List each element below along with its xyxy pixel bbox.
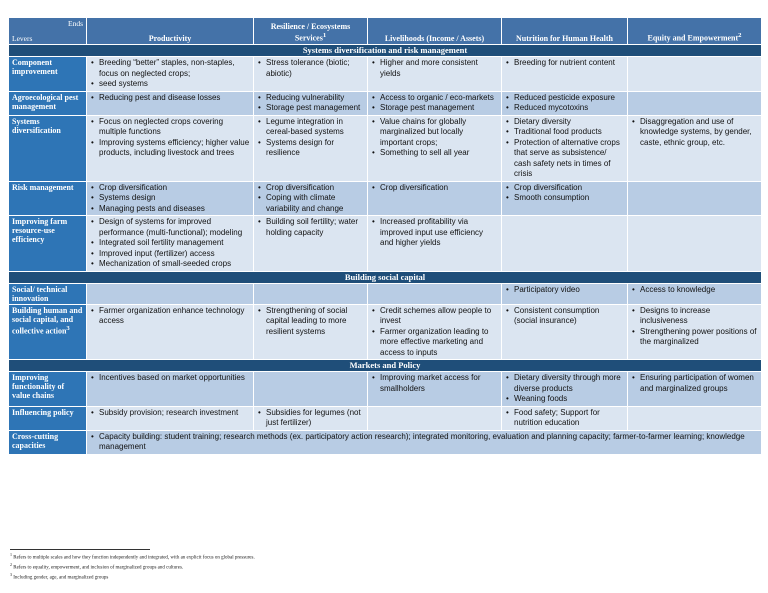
cell-productivity	[87, 372, 254, 407]
bullet-list	[257, 217, 364, 238]
list-item: • Integrated soil fertility management	[99, 238, 250, 249]
lever-label: Building human and social capital, and collective action$^3$	[9, 304, 87, 360]
cell-equity	[628, 91, 762, 115]
list-item: • Ensuring participation of women and marginalized groups	[640, 373, 758, 394]
bullet-list	[90, 58, 250, 90]
list-item: • Managing pests and diseases	[99, 204, 250, 215]
levers-label: Levers	[12, 34, 33, 43]
lever-label: Improving functionality of value chains	[9, 372, 87, 407]
list-item: • Farmer organization leading to more effective marketing and access to inputs	[380, 327, 498, 359]
cell-nutrition	[502, 304, 628, 360]
cell-resilience	[254, 181, 368, 216]
cell-productivity	[87, 57, 254, 92]
list-item: • Value chains for globally marginalized but locally important crops;	[380, 117, 498, 149]
list-item: • Dietary diversity through more diverse products	[514, 373, 624, 394]
cell-crosscutting	[87, 430, 762, 454]
cell-productivity	[87, 115, 254, 181]
list-item: • Designs to increase inclusiveness	[640, 306, 758, 327]
list-item: • Consistent consumption (social insurance)	[514, 306, 624, 327]
cell-resilience	[254, 216, 368, 272]
list-item: • Crop diversification	[266, 183, 364, 194]
list-item: • Protection of alternative crops that serve as subsistence/ cash safety nets in times of crisis	[514, 138, 624, 180]
cell-nutrition	[502, 115, 628, 181]
list-item: • Increased profitability via improved input use efficiency and higher yields	[380, 217, 498, 249]
list-item: • Subsidy provision; research investment	[99, 408, 250, 419]
ends-label: Ends	[68, 19, 83, 28]
section-row-systems-diversification-and-risk-management	[9, 45, 762, 57]
bullet-list	[257, 183, 364, 215]
list-item: • Access to knowledge	[640, 285, 758, 296]
bullet-list	[257, 306, 364, 338]
list-item: • Smooth consumption	[514, 193, 624, 204]
cell-nutrition	[502, 283, 628, 304]
list-item: • Disaggregation and use of knowledge systems, by gender, caste, ethnic group, etc.	[640, 117, 758, 149]
cell-nutrition	[502, 406, 628, 430]
cell-resilience	[254, 372, 368, 407]
bullet-list	[90, 306, 250, 327]
bullet-list	[90, 117, 250, 159]
cell-livelihoods	[368, 372, 502, 407]
column-header-nutrition: Nutrition for Human Health	[502, 18, 628, 45]
list-item: • Food safety; Support for nutrition education	[514, 408, 624, 429]
list-item: • Breeding “better” staples, non-staples, focus on neglected crops;	[99, 58, 250, 79]
table-row-systems-diversification	[9, 115, 762, 181]
bullet-list	[90, 183, 250, 215]
list-item: • Stress tolerance (biotic; abiotic)	[266, 58, 364, 79]
list-item: • Storage pest management	[380, 103, 498, 114]
table-row-influencing-policy	[9, 406, 762, 430]
list-item: • Systems design for resilience	[266, 138, 364, 159]
list-item: • Reducing vulnerability	[266, 93, 364, 104]
bullet-list	[257, 117, 364, 159]
bullet-list	[505, 117, 624, 180]
list-item: • Credit schemes allow people to invest	[380, 306, 498, 327]
lever-label: Agroecological pest management	[9, 91, 87, 115]
cell-nutrition	[502, 181, 628, 216]
section-row-building-social-capital	[9, 271, 762, 283]
list-item: • Improving systems efficiency; higher value products, including livestock and trees	[99, 138, 250, 159]
bullet-list	[90, 373, 250, 384]
bullet-list	[371, 117, 498, 159]
table-row-improving-functionality-of-value-chains	[9, 372, 762, 407]
header-row	[9, 18, 762, 45]
list-item: • Storage pest management	[266, 103, 364, 114]
cell-livelihoods	[368, 406, 502, 430]
table-row-improving-farm-resource-use-efficiency	[9, 216, 762, 272]
list-item: • Participatory video	[514, 285, 624, 296]
cell-equity	[628, 283, 762, 304]
cell-productivity	[87, 181, 254, 216]
bullet-list	[371, 58, 498, 79]
bullet-list	[90, 217, 250, 270]
cell-equity	[628, 57, 762, 92]
footnote-2: $^2$ Refers to equality, empowerment, and inclusion of marginalized groups and cultures.	[10, 562, 184, 571]
cell-resilience	[254, 406, 368, 430]
list-item: • Building soil fertility; water holding capacity	[266, 217, 364, 238]
bullet-list	[631, 306, 758, 348]
bullet-list	[371, 93, 498, 114]
cell-livelihoods	[368, 115, 502, 181]
bullet-list	[631, 373, 758, 394]
footnote-1: $^1$ Refers to multiple scales and how they function independently and integrated, with an explicit focus on global pressures.	[10, 552, 255, 561]
list-item: • Strengthening of social capital leading to more resilient systems	[266, 306, 364, 338]
cell-nutrition	[502, 57, 628, 92]
cell-resilience	[254, 91, 368, 115]
levers-ends-table	[8, 17, 762, 455]
table-row-building-human-and-social-capital-and-collective-action	[9, 304, 762, 360]
cell-equity	[628, 115, 762, 181]
footnotes	[10, 549, 710, 582]
list-item: • Improving market access for smallholders	[380, 373, 498, 394]
cell-productivity	[87, 304, 254, 360]
bullet-list	[505, 183, 624, 204]
column-header-equity: Equity and Empowerment$^2$	[628, 18, 762, 45]
lever-label: Component improvement	[9, 57, 87, 92]
column-header-livelihoods: Livelihoods (Income / Assets)	[368, 18, 502, 45]
column-header-productivity: Productivity	[87, 18, 254, 45]
lever-label: Improving farm resource-use efficiency	[9, 216, 87, 272]
cell-resilience	[254, 304, 368, 360]
list-item: • Strengthening power positions of the marginalized	[640, 327, 758, 348]
bullet-list	[505, 373, 624, 405]
levers-ends-table-container	[8, 17, 761, 455]
table-row-component-improvement	[9, 57, 762, 92]
list-item: • Improved input (fertilizer) access	[99, 249, 250, 260]
list-item: • Higher and more consistent yields	[380, 58, 498, 79]
bullet-list	[257, 58, 364, 79]
list-item: • Weaning foods	[514, 394, 624, 405]
list-item: • Something to sell all year	[380, 148, 498, 159]
cell-livelihoods	[368, 304, 502, 360]
footnote-3: $^3$ Including gender, age, and marginalized groups	[10, 572, 109, 581]
bullet-list	[257, 93, 364, 114]
table-row-cross-cutting-capacities	[9, 430, 762, 454]
cell-productivity	[87, 283, 254, 304]
section-title: Markets and Policy	[9, 360, 762, 372]
corner-header	[9, 18, 87, 45]
list-item: • Crop diversification	[99, 183, 250, 194]
lever-label: Risk management	[9, 181, 87, 216]
cell-nutrition	[502, 372, 628, 407]
table-row-risk-management	[9, 181, 762, 216]
cell-resilience	[254, 115, 368, 181]
bullet-list	[631, 117, 758, 149]
section-row-markets-and-policy	[9, 360, 762, 372]
cell-equity	[628, 372, 762, 407]
list-item: • Reduced mycotoxins	[514, 103, 624, 114]
list-item: • Traditional food products	[514, 127, 624, 138]
table-row-social-technical-innovation	[9, 283, 762, 304]
list-item: • Crop diversification	[514, 183, 624, 194]
list-item: • Dietary diversity	[514, 117, 624, 128]
cell-resilience	[254, 283, 368, 304]
bullet-list	[631, 285, 758, 296]
bullet-list	[257, 408, 364, 429]
list-item: • Farmer organization enhance technology access	[99, 306, 250, 327]
bullet-list	[371, 306, 498, 359]
lever-label: Influencing policy	[9, 406, 87, 430]
footnote-rule	[10, 549, 150, 550]
list-item: • Crop diversification	[380, 183, 498, 194]
cell-nutrition	[502, 91, 628, 115]
cell-livelihoods	[368, 181, 502, 216]
cell-livelihoods	[368, 57, 502, 92]
lever-label: Cross-cutting capacities	[9, 430, 87, 454]
cell-equity	[628, 181, 762, 216]
list-item: • Subsidies for legumes (not just fertilizer)	[266, 408, 364, 429]
bullet-list	[505, 285, 624, 296]
bullet-list	[371, 183, 498, 194]
list-item: • Mechanization of small-seeded crops	[99, 259, 250, 270]
bullet-list	[505, 408, 624, 429]
table-row-agroecological-pest-management	[9, 91, 762, 115]
cell-productivity	[87, 216, 254, 272]
column-header-resilience: Resilience / Ecosystems Services$^1$	[254, 18, 368, 45]
section-title: Systems diversification and risk management	[9, 45, 762, 57]
cell-equity	[628, 216, 762, 272]
lever-label: Systems diversification	[9, 115, 87, 181]
list-item: • Access to organic / eco-markets	[380, 93, 498, 104]
cell-livelihoods	[368, 216, 502, 272]
bullet-list	[90, 408, 250, 419]
list-item: • seed systems	[99, 79, 250, 90]
list-item: • Reduced pesticide exposure	[514, 93, 624, 104]
bullet-list	[505, 306, 624, 327]
bullet-list	[90, 93, 250, 104]
cell-resilience	[254, 57, 368, 92]
list-item: • Reducing pest and disease losses	[99, 93, 250, 104]
cell-productivity	[87, 406, 254, 430]
cell-livelihoods	[368, 283, 502, 304]
bullet-list	[505, 58, 624, 69]
lever-label: Social/ technical innovation	[9, 283, 87, 304]
section-title: Building social capital	[9, 271, 762, 283]
bullet-list	[90, 432, 758, 453]
list-item: • Coping with climate variability and change	[266, 193, 364, 214]
table-body	[9, 45, 762, 455]
list-item: • Systems design	[99, 193, 250, 204]
bullet-list	[505, 93, 624, 114]
cell-equity	[628, 304, 762, 360]
bullet-list	[371, 217, 498, 249]
cell-productivity	[87, 91, 254, 115]
cell-equity	[628, 406, 762, 430]
bullet-list	[371, 373, 498, 394]
cell-livelihoods	[368, 91, 502, 115]
list-item: • Focus on neglected crops covering multiple functions	[99, 117, 250, 138]
list-item: • Design of systems for improved performance (multi-functional); modeling	[99, 217, 250, 238]
list-item: • Breeding for nutrient content	[514, 58, 624, 69]
list-item: • Legume integration in cereal-based systems	[266, 117, 364, 138]
list-item: • Incentives based on market opportunities	[99, 373, 250, 384]
list-item: • Capacity building: student training; research methods (ex. participatory action research); integrated monitoring, evaluation and planning capacity; farmer-to-farmer learning; knowledge management	[99, 432, 758, 453]
cell-nutrition	[502, 216, 628, 272]
